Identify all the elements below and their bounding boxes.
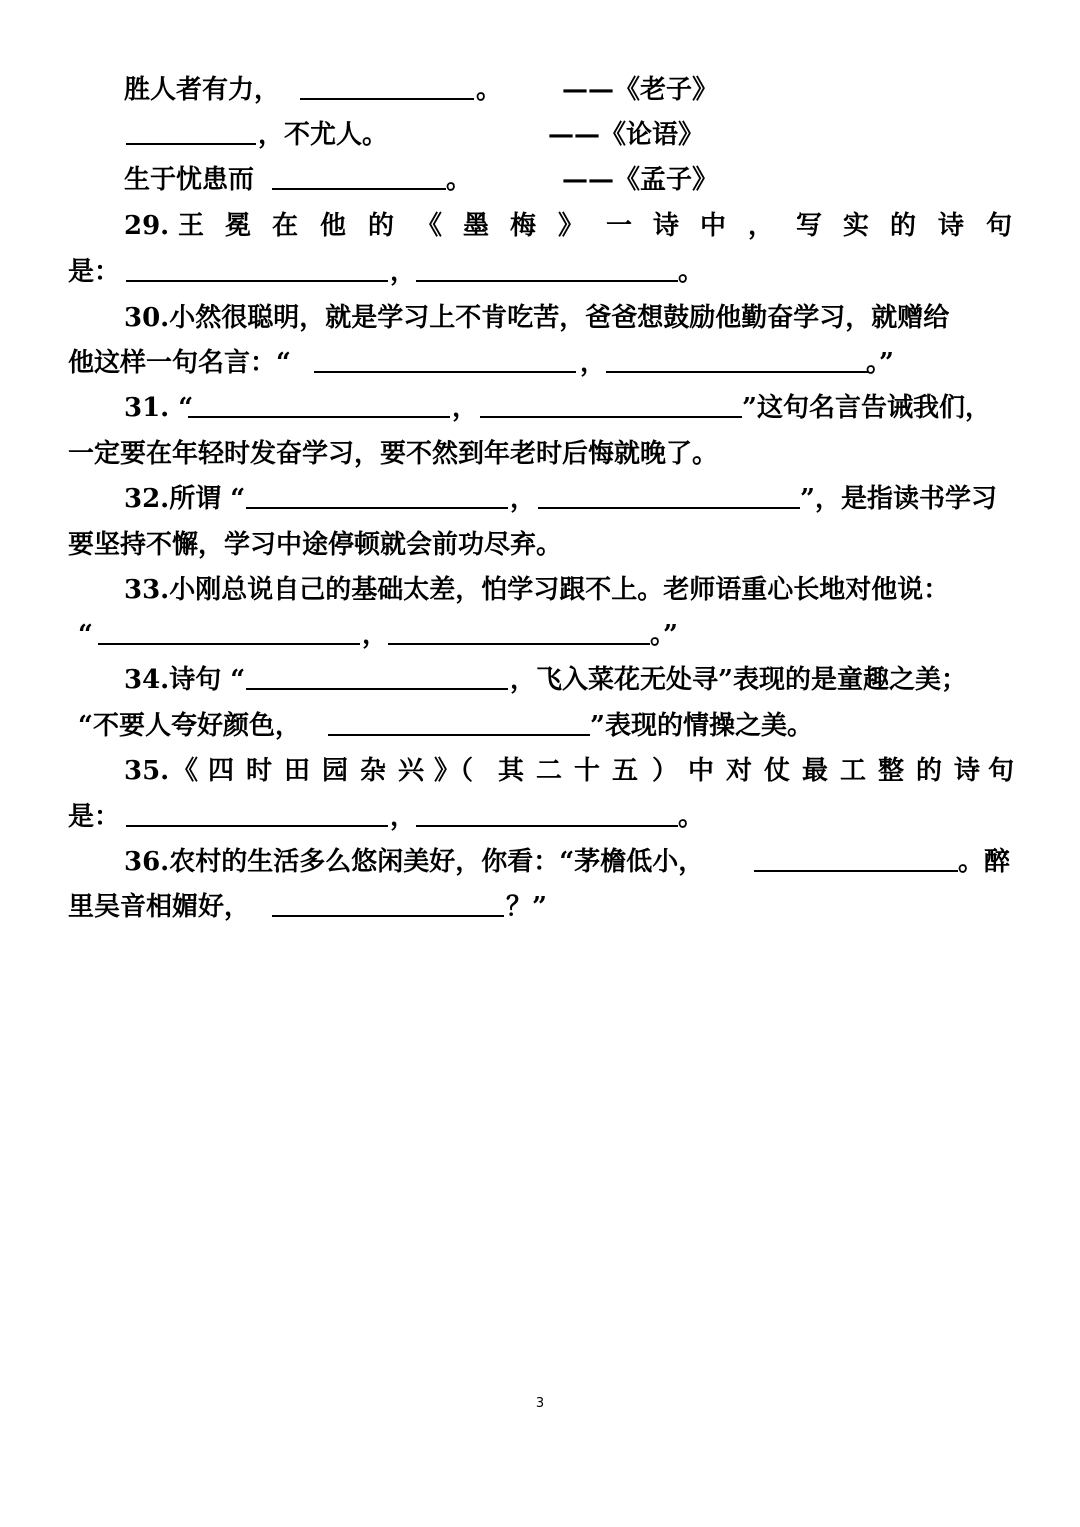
quote-end: 。 xyxy=(476,75,503,105)
q31-text: 一定要在年轻时发奋学习，要不然到年老时后悔就晚了。 xyxy=(68,439,719,469)
q29-char: 中 xyxy=(700,211,727,241)
question-36-line2 xyxy=(0,887,1080,927)
question-31-line2 xyxy=(0,434,1080,474)
q31-comma: ， xyxy=(452,393,479,423)
question-29 xyxy=(0,206,1080,246)
q35-prefix: 是： xyxy=(68,802,121,832)
q35-char: 兴 xyxy=(398,756,425,786)
q35-comma: ， xyxy=(390,802,417,832)
question-30 xyxy=(0,298,1080,338)
answer-blank[interactable] xyxy=(754,842,958,872)
q35-char: 对 xyxy=(726,756,753,786)
page-number: 3 xyxy=(535,1396,545,1411)
answer-blank[interactable] xyxy=(328,706,590,736)
question-34 xyxy=(0,660,1080,700)
answer-blank[interactable] xyxy=(272,160,446,190)
quote-end: 。 xyxy=(446,165,473,195)
q29-char: 实 xyxy=(843,211,870,241)
q33-prefix: “ xyxy=(78,620,93,650)
answer-blank[interactable] xyxy=(126,797,388,827)
q32-comma: ， xyxy=(510,484,537,514)
answer-blank[interactable] xyxy=(272,887,504,917)
q35-char: 园 xyxy=(322,756,349,786)
q29-char: 他 xyxy=(320,211,347,241)
q29-end: 。 xyxy=(678,257,705,287)
q36-text: 36.农村的生活多么悠闲美好，你看：“茅檐低小， xyxy=(124,847,705,877)
q34-prefix-2: “不要人夸好颜色， xyxy=(78,711,301,741)
q35-char: 的 xyxy=(916,756,943,786)
q29-char: 王 xyxy=(178,211,205,241)
q35-char: 工 xyxy=(840,756,867,786)
answer-blank[interactable] xyxy=(300,70,474,100)
q29-prefix: 是： xyxy=(68,257,121,287)
q35-char: 时 xyxy=(246,756,273,786)
q29-char: 诗 xyxy=(938,211,965,241)
question-30-answer-line xyxy=(0,343,1080,383)
question-29-answer-line xyxy=(0,252,1080,292)
q35-char: 仗 xyxy=(764,756,791,786)
question-33-answer-line xyxy=(0,615,1080,655)
q35-char: 最 xyxy=(802,756,829,786)
q33-text: 33.小刚总说自己的基础太差，怕学习跟不上。老师语重心长地对他说： xyxy=(124,575,950,605)
question-31 xyxy=(0,388,1080,428)
q32-suffix: ”，是指读书学习 xyxy=(800,484,997,514)
q35-char: 杂 xyxy=(360,756,387,786)
answer-blank[interactable] xyxy=(416,252,678,282)
q35-char: 句 xyxy=(988,756,1015,786)
answer-blank[interactable] xyxy=(416,797,678,827)
q29-char: 《 xyxy=(416,211,443,241)
answer-blank[interactable] xyxy=(188,388,450,418)
q32-prefix: 32.所谓 “ xyxy=(124,484,246,514)
quote-text: 胜人者有力， xyxy=(124,75,281,105)
quote-source: ——《老子》 xyxy=(562,75,719,105)
q29-char: ， xyxy=(748,211,775,241)
q30-prefix: 他这样一句名言：“ xyxy=(68,348,291,378)
quote-line-lunyu xyxy=(0,115,1080,155)
q30-text: 30.小然很聪明，就是学习上不肯吃苦，爸爸想鼓励他勤奋学习，就赠给 xyxy=(124,303,950,333)
q33-end: 。” xyxy=(650,620,678,650)
q35-char: 35. xyxy=(124,756,170,786)
q29-char: 诗 xyxy=(653,211,680,241)
q29-comma: ， xyxy=(390,257,417,287)
q35-char: 十 xyxy=(574,756,601,786)
answer-blank[interactable] xyxy=(388,615,650,645)
question-35 xyxy=(0,751,1080,791)
question-32-line2 xyxy=(0,525,1080,565)
q35-char: 诗 xyxy=(954,756,981,786)
q36-suffix: 。醉 xyxy=(958,847,1011,877)
question-33 xyxy=(0,570,1080,610)
q35-char: 四 xyxy=(208,756,235,786)
answer-blank[interactable] xyxy=(606,343,868,373)
question-35-answer-line xyxy=(0,797,1080,837)
q35-char: 整 xyxy=(878,756,905,786)
q29-char: 在 xyxy=(272,211,299,241)
question-36 xyxy=(0,842,1080,882)
q29-char: 梅 xyxy=(510,211,537,241)
q34-text: ，飞入菜花无处寻”表现的是童趣之美； xyxy=(510,665,967,695)
q29-char: 的 xyxy=(890,211,917,241)
q34-prefix: 34.诗句 “ xyxy=(124,665,246,695)
q36-end: ？” xyxy=(506,892,547,922)
question-32 xyxy=(0,479,1080,519)
q31-prefix: 31. “ xyxy=(124,393,194,423)
q36-prefix-2: 里吴音相媚好， xyxy=(68,892,251,922)
q35-end: 。 xyxy=(678,802,705,832)
q29-char: 29. xyxy=(124,211,170,241)
quote-source: ——《孟子》 xyxy=(562,165,719,195)
q32-text: 要坚持不懈，学习中途停顿就会前功尽弃。 xyxy=(68,530,563,560)
answer-blank[interactable] xyxy=(314,343,576,373)
q29-char: 冕 xyxy=(225,211,252,241)
quote-text: 生于忧患而 xyxy=(124,165,255,195)
answer-blank[interactable] xyxy=(126,252,388,282)
q34-suffix: ”表现的情操之美。 xyxy=(590,711,813,741)
q29-char: 》 xyxy=(558,211,585,241)
q35-char: 二 xyxy=(536,756,563,786)
q30-end: 。” xyxy=(866,348,894,378)
q29-char: 一 xyxy=(606,211,633,241)
q35-char: 五 xyxy=(612,756,639,786)
answer-blank[interactable] xyxy=(480,388,742,418)
question-34-line2 xyxy=(0,706,1080,746)
answer-blank[interactable] xyxy=(538,479,800,509)
q29-char: 墨 xyxy=(463,211,490,241)
q35-char: 中 xyxy=(688,756,715,786)
answer-blank[interactable] xyxy=(126,115,256,145)
quote-text: ，不尤人。 xyxy=(258,120,389,150)
q35-char: 《 xyxy=(172,756,199,786)
q35-char: ） xyxy=(652,756,679,786)
quote-line-laozi xyxy=(0,70,1080,110)
q31-suffix: ”这句名言告诫我们， xyxy=(742,393,991,423)
q35-char: 》（ xyxy=(434,756,474,786)
q29-char: 写 xyxy=(796,211,823,241)
answer-blank[interactable] xyxy=(246,660,508,690)
q33-comma: ， xyxy=(362,620,389,650)
q29-char: 句 xyxy=(986,211,1013,241)
answer-blank[interactable] xyxy=(246,479,508,509)
q35-char: 田 xyxy=(284,756,311,786)
q35-char: 其 xyxy=(498,756,525,786)
quote-line-mengzi xyxy=(0,160,1080,200)
q29-char: 的 xyxy=(368,211,395,241)
q30-comma: ， xyxy=(580,348,607,378)
answer-blank[interactable] xyxy=(98,615,360,645)
quote-source: ——《论语》 xyxy=(548,120,705,150)
